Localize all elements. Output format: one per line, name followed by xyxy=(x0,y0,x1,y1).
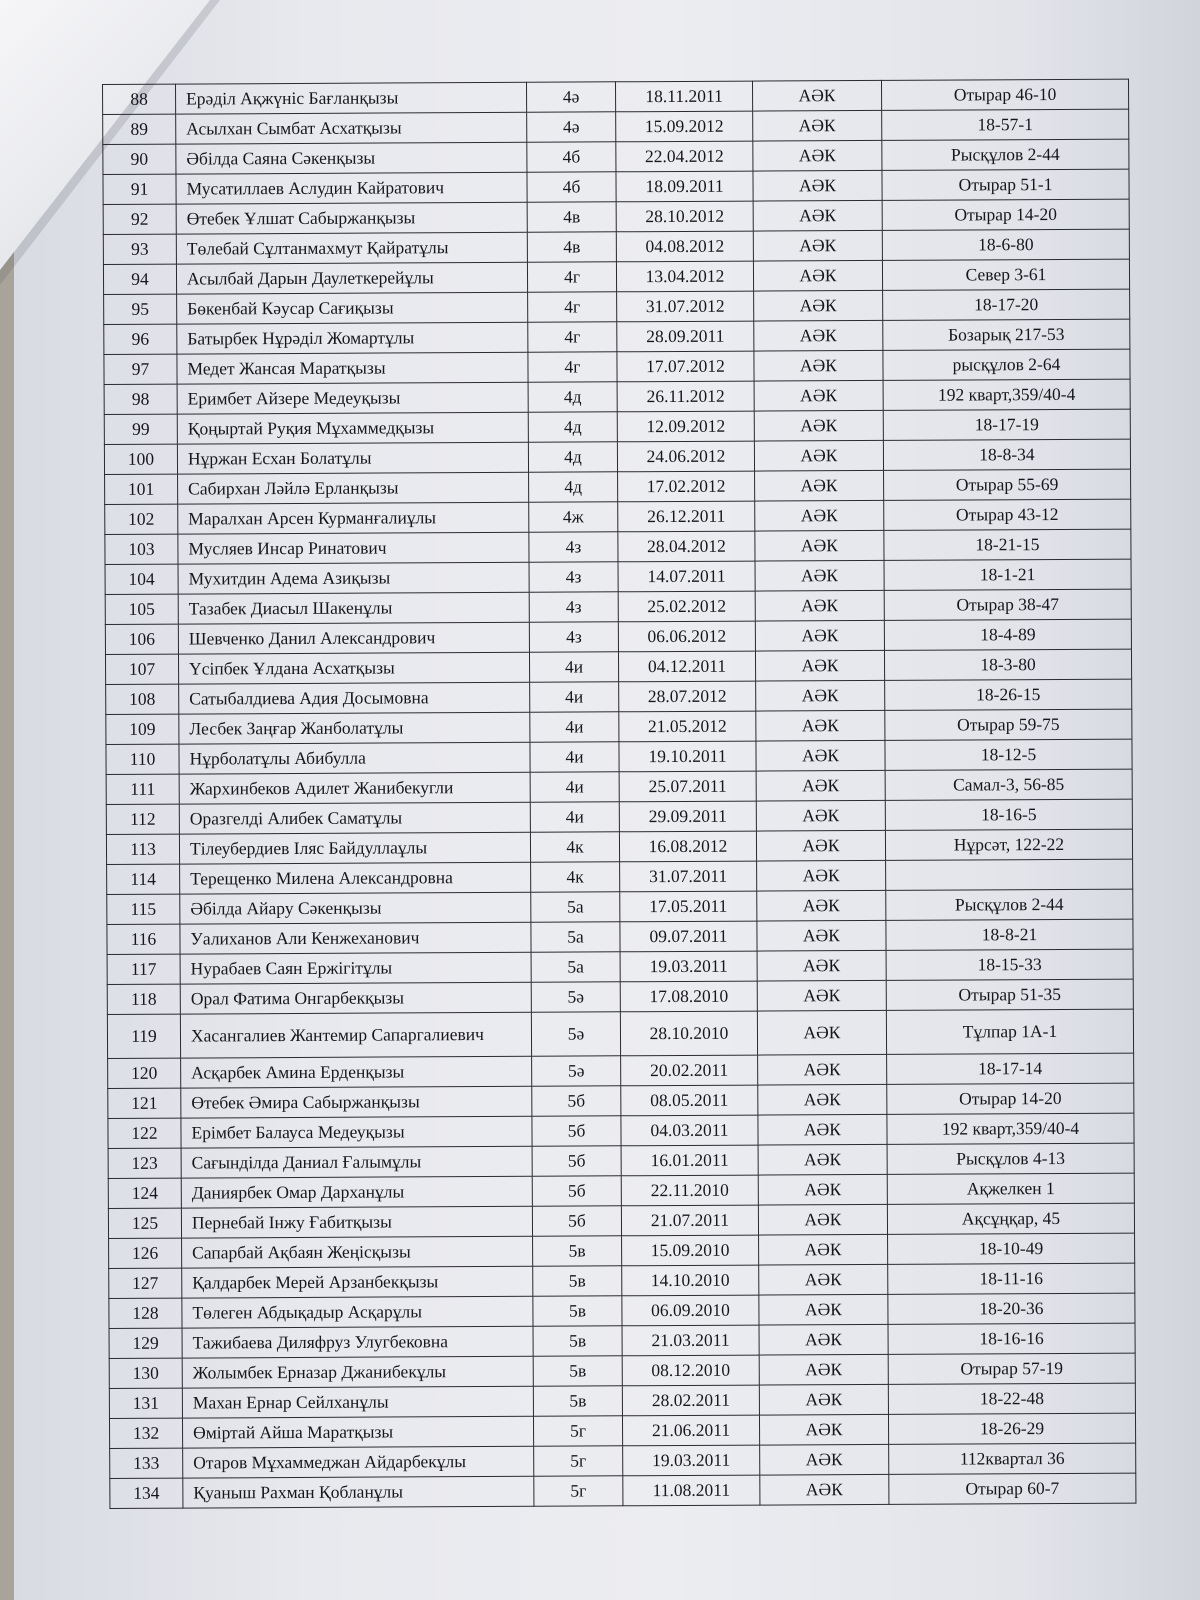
class-cell: 4и xyxy=(529,652,618,682)
class-cell: 4з xyxy=(529,622,618,652)
student-name: Еримбет Айзере Медеуқызы xyxy=(177,382,528,414)
class-cell: 4г xyxy=(527,262,616,292)
language-cell: АӘК xyxy=(756,830,885,861)
row-number: 116 xyxy=(107,924,180,954)
birth-date: 19.03.2011 xyxy=(623,1445,760,1476)
address-cell: Отырар 14-20 xyxy=(887,1083,1134,1114)
address-cell: 18-4-89 xyxy=(884,619,1131,650)
row-number: 125 xyxy=(108,1208,181,1238)
language-cell: АӘК xyxy=(755,530,884,561)
student-name: Нұрболатұлы Абибулла xyxy=(179,742,530,774)
row-number: 95 xyxy=(104,294,177,324)
language-cell: АӘК xyxy=(757,980,886,1011)
language-cell: АӘК xyxy=(753,170,882,201)
language-cell: АӘК xyxy=(759,1384,888,1415)
class-cell: 4з xyxy=(529,532,618,562)
address-cell: 18-17-14 xyxy=(887,1053,1134,1084)
language-cell: АӘК xyxy=(753,260,882,291)
student-name: Нурабаев Саян Ержігітұлы xyxy=(180,952,531,984)
language-cell: АӘК xyxy=(754,440,883,471)
row-number: 117 xyxy=(107,954,180,984)
row-number: 134 xyxy=(110,1478,183,1508)
row-number: 104 xyxy=(105,564,178,594)
class-cell: 4ә xyxy=(526,82,615,112)
birth-date: 08.05.2011 xyxy=(621,1085,758,1116)
address-cell: Отырар 46-10 xyxy=(881,79,1128,110)
row-number: 128 xyxy=(109,1298,182,1328)
class-cell: 4б xyxy=(527,142,616,172)
student-name: Хасангалиев Жантемир Сапаргалиевич xyxy=(180,1012,531,1058)
language-cell: АӘК xyxy=(756,710,885,741)
student-name: Сатыбалдиева Адия Досымовна xyxy=(179,682,530,714)
student-name: Асқарбек Амина Ерденқызы xyxy=(181,1056,532,1088)
student-name: Оразгелді Алибек Саматұлы xyxy=(179,802,530,834)
row-number: 112 xyxy=(106,804,179,834)
row-number: 102 xyxy=(105,504,178,534)
birth-date: 15.09.2012 xyxy=(616,111,753,142)
class-cell: 5ә xyxy=(531,1012,620,1056)
class-cell: 4д xyxy=(529,472,618,502)
address-cell: 18-3-80 xyxy=(884,649,1131,680)
language-cell: АӘК xyxy=(754,320,883,351)
language-cell: АӘК xyxy=(754,410,883,441)
birth-date: 26.11.2012 xyxy=(617,381,754,412)
address-cell: Отырар 57-19 xyxy=(888,1353,1135,1384)
class-cell: 5в xyxy=(533,1326,622,1356)
row-number: 118 xyxy=(107,984,180,1014)
birth-date: 22.11.2010 xyxy=(621,1175,758,1206)
student-name: Асылхан Сымбат Асхатқызы xyxy=(176,112,527,144)
class-cell: 4и xyxy=(530,742,619,772)
birth-date: 16.08.2012 xyxy=(619,831,756,862)
language-cell: АӘК xyxy=(758,1084,887,1115)
address-cell: 18-6-80 xyxy=(882,229,1129,260)
birth-date: 13.04.2012 xyxy=(616,261,753,292)
student-name: Даниярбек Омар Дарханұлы xyxy=(181,1176,532,1208)
class-cell: 5в xyxy=(533,1236,622,1266)
row-number: 103 xyxy=(105,534,178,564)
student-name: Ерімбет Балауса Медеуқызы xyxy=(181,1116,532,1148)
address-cell: Отырар 55-69 xyxy=(884,469,1131,500)
row-number: 111 xyxy=(106,774,179,804)
birth-date: 12.09.2012 xyxy=(617,411,754,442)
class-cell: 5б xyxy=(532,1206,621,1236)
language-cell: АӘК xyxy=(757,950,886,981)
class-cell: 5г xyxy=(534,1476,623,1506)
address-cell: Север 3-61 xyxy=(882,259,1129,290)
address-cell: 192 кварт,359/40-4 xyxy=(883,379,1130,410)
row-number: 124 xyxy=(108,1178,181,1208)
address-cell: 18-26-29 xyxy=(888,1413,1135,1444)
row-number: 113 xyxy=(106,834,179,864)
class-cell: 4к xyxy=(531,862,620,892)
address-cell: Отырар 51-1 xyxy=(882,169,1129,200)
birth-date: 21.07.2011 xyxy=(621,1205,758,1236)
class-cell: 5б xyxy=(532,1116,621,1146)
student-name: Өтебек Ұлшат Сабыржанқызы xyxy=(176,202,527,234)
student-name: Лесбек Заңғар Жанболатұлы xyxy=(179,712,530,744)
student-name: Мусатиллаев Аслудин Кайратович xyxy=(176,172,527,204)
birth-date: 25.07.2011 xyxy=(619,771,756,802)
class-cell: 5в xyxy=(533,1356,622,1386)
class-cell: 5ә xyxy=(532,1056,621,1086)
address-cell: Отырар 14-20 xyxy=(882,199,1129,230)
student-name: Медет Жансая Маратқызы xyxy=(177,352,528,384)
birth-date: 17.08.2010 xyxy=(620,981,757,1012)
language-cell: АӘК xyxy=(753,200,882,231)
class-cell: 4к xyxy=(530,832,619,862)
language-cell: АӘК xyxy=(758,1114,887,1145)
row-number: 122 xyxy=(108,1118,181,1148)
birth-date: 14.10.2010 xyxy=(622,1265,759,1296)
row-number: 96 xyxy=(104,324,177,354)
table-row xyxy=(107,1009,1133,1058)
birth-date: 09.07.2011 xyxy=(620,921,757,952)
row-number: 133 xyxy=(110,1448,183,1478)
row-number: 107 xyxy=(105,654,178,684)
address-cell: 18-8-34 xyxy=(883,439,1130,470)
address-cell xyxy=(886,859,1133,890)
student-name: Мусляев Инсар Ринатович xyxy=(178,532,529,564)
language-cell: АӘК xyxy=(753,140,882,171)
birth-date: 18.09.2011 xyxy=(616,171,753,202)
student-name: Жолымбек Ерназар Джанибекұлы xyxy=(182,1356,533,1388)
student-name: Сапарбай Ақбаян Жеңісқызы xyxy=(182,1236,533,1268)
row-number: 119 xyxy=(107,1014,180,1058)
row-number: 89 xyxy=(103,114,176,144)
address-cell: Рысқұлов 4-13 xyxy=(887,1143,1134,1174)
language-cell: АӘК xyxy=(755,560,884,591)
address-cell: Рысқұлов 2-44 xyxy=(882,139,1129,170)
student-name: Отаров Мұхаммеджан Айдарбекұлы xyxy=(183,1446,534,1478)
address-cell: 112квартал 36 xyxy=(889,1443,1136,1474)
language-cell: АӘК xyxy=(759,1234,888,1265)
table-row xyxy=(110,1473,1136,1508)
address-cell: 18-22-48 xyxy=(888,1383,1135,1414)
language-cell: АӘК xyxy=(759,1414,888,1445)
student-name: Тілеубердиев Іляс Байдуллаұлы xyxy=(179,832,530,864)
language-cell: АӘК xyxy=(758,1054,887,1085)
address-cell: 18-15-33 xyxy=(886,949,1133,980)
student-name: Төлебай Сұлтанмахмут Қайратұлы xyxy=(176,232,527,264)
row-number: 121 xyxy=(108,1088,181,1118)
class-cell: 4и xyxy=(530,712,619,742)
class-cell: 4ә xyxy=(527,112,616,142)
birth-date: 19.10.2011 xyxy=(619,741,756,772)
class-cell: 4и xyxy=(530,682,619,712)
address-cell: Ақжелкен 1 xyxy=(887,1173,1134,1204)
row-number: 101 xyxy=(105,474,178,504)
class-cell: 4г xyxy=(528,322,617,352)
address-cell: Отырар 38-47 xyxy=(884,589,1131,620)
student-name: Қалдарбек Мерей Арзанбекқызы xyxy=(182,1266,533,1298)
language-cell: АӘК xyxy=(758,1204,887,1235)
address-cell: Отырар 60-7 xyxy=(889,1473,1136,1504)
class-cell: 4г xyxy=(528,352,617,382)
language-cell: АӘК xyxy=(759,1354,888,1385)
language-cell: АӘК xyxy=(759,1324,888,1355)
address-cell: Бозарық 217-53 xyxy=(883,319,1130,350)
address-cell: 18-26-15 xyxy=(885,679,1132,710)
row-number: 90 xyxy=(103,144,176,174)
birth-date: 08.12.2010 xyxy=(622,1355,759,1386)
student-name: Тажибаева Диляфруз Улугбековна xyxy=(182,1326,533,1358)
class-cell: 4г xyxy=(528,292,617,322)
row-number: 126 xyxy=(109,1238,182,1268)
row-number: 114 xyxy=(107,864,180,894)
language-cell: АӘК xyxy=(753,230,882,261)
birth-date: 25.02.2012 xyxy=(618,591,755,622)
student-name: Терещенко Милена Александровна xyxy=(180,862,531,894)
class-cell: 5в xyxy=(533,1266,622,1296)
birth-date: 21.06.2011 xyxy=(622,1415,759,1446)
student-name: Өміртай Айша Маратқызы xyxy=(182,1416,533,1448)
address-cell: 18-17-19 xyxy=(883,409,1130,440)
address-cell: 18-21-15 xyxy=(884,529,1131,560)
student-name: Асылбай Дарын Даулеткерейұлы xyxy=(176,262,527,294)
language-cell: АӘК xyxy=(756,800,885,831)
birth-date: 17.02.2012 xyxy=(618,471,755,502)
row-number: 120 xyxy=(108,1058,181,1088)
language-cell: АӘК xyxy=(757,890,886,921)
birth-date: 24.06.2012 xyxy=(617,441,754,472)
address-cell: 18-1-21 xyxy=(884,559,1131,590)
birth-date: 18.11.2011 xyxy=(615,81,752,112)
row-number: 105 xyxy=(105,594,178,624)
address-cell: рысқұлов 2-64 xyxy=(883,349,1130,380)
row-number: 99 xyxy=(104,414,177,444)
birth-date: 04.03.2011 xyxy=(621,1115,758,1146)
birth-date: 31.07.2012 xyxy=(617,291,754,322)
birth-date: 22.04.2012 xyxy=(616,141,753,172)
birth-date: 11.08.2011 xyxy=(623,1475,760,1506)
language-cell: АӘК xyxy=(755,590,884,621)
class-cell: 5г xyxy=(533,1416,622,1446)
class-cell: 5а xyxy=(531,892,620,922)
class-cell: 5а xyxy=(531,952,620,982)
row-number: 132 xyxy=(109,1418,182,1448)
address-cell: Отырар 43-12 xyxy=(884,499,1131,530)
address-cell: 18-16-5 xyxy=(885,799,1132,830)
language-cell: АӘК xyxy=(752,80,881,111)
student-name: Тазабек Диасыл Шакенұлы xyxy=(178,592,529,624)
row-number: 108 xyxy=(106,684,179,714)
address-cell: Ақсұңқар, 45 xyxy=(887,1203,1134,1234)
student-name: Үсіпбек Ұлдана Асхатқызы xyxy=(178,652,529,684)
student-name: Нұржан Есхан Болатұлы xyxy=(177,442,528,474)
class-cell: 5а xyxy=(531,922,620,952)
class-cell: 5б xyxy=(532,1176,621,1206)
language-cell: АӘК xyxy=(756,740,885,771)
birth-date: 28.02.2011 xyxy=(622,1385,759,1416)
row-number: 109 xyxy=(106,714,179,744)
address-cell: 18-8-21 xyxy=(886,919,1133,950)
birth-date: 21.03.2011 xyxy=(622,1325,759,1356)
address-cell: Отырар 51-35 xyxy=(886,979,1133,1010)
birth-date: 17.05.2011 xyxy=(620,891,757,922)
language-cell: АӘК xyxy=(758,1144,887,1175)
address-cell: Отырар 59-75 xyxy=(885,709,1132,740)
student-name: Орал Фатима Онгарбекқызы xyxy=(180,982,531,1014)
language-cell: АӘК xyxy=(754,350,883,381)
birth-date: 26.12.2011 xyxy=(618,501,755,532)
class-cell: 4д xyxy=(528,412,617,442)
birth-date: 15.09.2010 xyxy=(622,1235,759,1266)
student-roster-table xyxy=(102,79,1136,1509)
class-cell: 4и xyxy=(530,802,619,832)
birth-date: 28.10.2012 xyxy=(616,201,753,232)
language-cell: АӘК xyxy=(757,860,886,891)
birth-date: 28.10.2010 xyxy=(620,1011,757,1056)
address-cell: 18-57-1 xyxy=(882,109,1129,140)
address-cell: 18-17-20 xyxy=(883,289,1130,320)
row-number: 92 xyxy=(103,204,176,234)
row-number: 123 xyxy=(108,1148,181,1178)
birth-date: 19.03.2011 xyxy=(620,951,757,982)
birth-date: 17.07.2012 xyxy=(617,351,754,382)
row-number: 94 xyxy=(103,264,176,294)
roster-body xyxy=(103,79,1136,1508)
address-cell: Рысқұлов 2-44 xyxy=(886,889,1133,920)
birth-date: 29.09.2011 xyxy=(619,801,756,832)
class-cell: 4д xyxy=(528,382,617,412)
student-name: Батырбек Нұрәділ Жомартұлы xyxy=(177,322,528,354)
class-cell: 5в xyxy=(533,1386,622,1416)
student-name: Шевченко Данил Александрович xyxy=(178,622,529,654)
student-name: Махан Ернар Сейлханұлы xyxy=(182,1386,533,1418)
birth-date: 28.09.2011 xyxy=(617,321,754,352)
birth-date: 06.06.2012 xyxy=(618,621,755,652)
student-name: Қуаныш Рахман Қобланұлы xyxy=(183,1476,534,1508)
row-number: 106 xyxy=(105,624,178,654)
language-cell: АӘК xyxy=(755,500,884,531)
row-number: 115 xyxy=(107,894,180,924)
language-cell: АӘК xyxy=(755,470,884,501)
class-cell: 5в xyxy=(533,1296,622,1326)
address-cell: Тұлпар 1А-1 xyxy=(886,1009,1133,1054)
student-name: Әбілда Саяна Сәкенқызы xyxy=(176,142,527,174)
class-cell: 4и xyxy=(530,772,619,802)
row-number: 129 xyxy=(109,1328,182,1358)
language-cell: АӘК xyxy=(759,1294,888,1325)
language-cell: АӘК xyxy=(755,620,884,651)
language-cell: АӘК xyxy=(755,650,884,681)
student-name: Бөкенбай Кәусар Сағиқызы xyxy=(177,292,528,324)
birth-date: 31.07.2011 xyxy=(620,861,757,892)
student-name: Төлеген Абдықадыр Асқарұлы xyxy=(182,1296,533,1328)
language-cell: АӘК xyxy=(756,680,885,711)
language-cell: АӘК xyxy=(757,1010,886,1055)
row-number: 88 xyxy=(103,84,176,114)
row-number: 97 xyxy=(104,354,177,384)
row-number: 127 xyxy=(109,1268,182,1298)
birth-date: 20.02.2011 xyxy=(621,1055,758,1086)
student-name: Сағынділда Даниал Ғалымұлы xyxy=(181,1146,532,1178)
birth-date: 14.07.2011 xyxy=(618,561,755,592)
student-name: Мухитдин Адема Азиқызы xyxy=(178,562,529,594)
class-cell: 5б xyxy=(532,1086,621,1116)
class-cell: 4в xyxy=(527,202,616,232)
address-cell: 18-12-5 xyxy=(885,739,1132,770)
row-number: 131 xyxy=(109,1388,182,1418)
class-cell: 5г xyxy=(534,1446,623,1476)
row-number: 93 xyxy=(103,234,176,264)
row-number: 110 xyxy=(106,744,179,774)
language-cell: АӘК xyxy=(756,770,885,801)
language-cell: АӘК xyxy=(760,1444,889,1475)
birth-date: 21.05.2012 xyxy=(619,711,756,742)
class-cell: 4з xyxy=(529,562,618,592)
student-name: Ерәділ Ақжүніс Бағланқызы xyxy=(176,82,527,114)
student-name: Жархинбеков Адилет Жанибекугли xyxy=(179,772,530,804)
language-cell: АӘК xyxy=(754,380,883,411)
class-cell: 5ә xyxy=(531,982,620,1012)
row-number: 130 xyxy=(109,1358,182,1388)
address-cell: Самал-3, 56-85 xyxy=(885,769,1132,800)
row-number: 91 xyxy=(103,174,176,204)
student-name: Пернебай Інжу Ғабитқызы xyxy=(181,1206,532,1238)
class-cell: 4д xyxy=(528,442,617,472)
student-name: Сабирхан Ләйлә Ерланқызы xyxy=(178,472,529,504)
address-cell: Нұрсәт, 122-22 xyxy=(885,829,1132,860)
address-cell: 18-16-16 xyxy=(888,1323,1135,1354)
birth-date: 06.09.2010 xyxy=(622,1295,759,1326)
class-cell: 4ж xyxy=(529,502,618,532)
language-cell: АӘК xyxy=(758,1174,887,1205)
student-name: Әбілда Айару Сәкенқызы xyxy=(180,892,531,924)
address-cell: 18-11-16 xyxy=(888,1263,1135,1294)
row-number: 100 xyxy=(104,444,177,474)
class-cell: 5б xyxy=(532,1146,621,1176)
class-cell: 4б xyxy=(527,172,616,202)
birth-date: 04.12.2011 xyxy=(618,651,755,682)
student-name: Қоңыртай Руқия Мұхаммедқызы xyxy=(177,412,528,444)
address-cell: 18-10-49 xyxy=(888,1233,1135,1264)
language-cell: АӘК xyxy=(753,110,882,141)
birth-date: 04.08.2012 xyxy=(616,231,753,262)
row-number: 98 xyxy=(104,384,177,414)
student-name: Маралхан Арсен Курманғалиұлы xyxy=(178,502,529,534)
language-cell: АӘК xyxy=(757,920,886,951)
student-name: Уалиханов Али Кенжеханович xyxy=(180,922,531,954)
birth-date: 28.04.2012 xyxy=(618,531,755,562)
class-cell: 4в xyxy=(527,232,616,262)
birth-date: 16.01.2011 xyxy=(621,1145,758,1176)
address-cell: 192 кварт,359/40-4 xyxy=(887,1113,1134,1144)
language-cell: АӘК xyxy=(759,1264,888,1295)
language-cell: АӘК xyxy=(754,290,883,321)
class-cell: 4з xyxy=(529,592,618,622)
student-name: Өтебек Әмира Сабыржанқызы xyxy=(181,1086,532,1118)
birth-date: 28.07.2012 xyxy=(619,681,756,712)
address-cell: 18-20-36 xyxy=(888,1293,1135,1324)
language-cell: АӘК xyxy=(760,1474,889,1505)
